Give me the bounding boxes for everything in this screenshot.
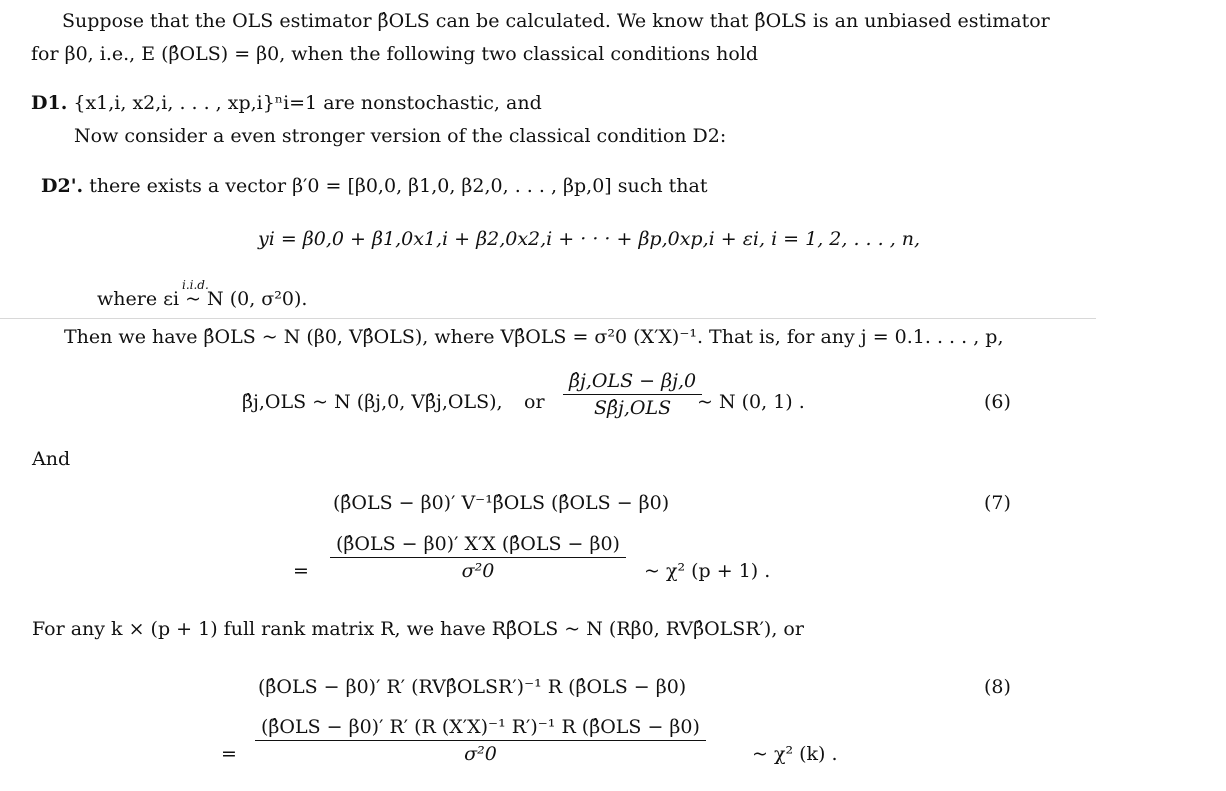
eq7-tag: (7) <box>984 492 1011 514</box>
eq8-denominator: σ²0 <box>464 743 497 765</box>
eq8-line-1: (β̂OLS − β0)′ R′ (RVβ̂OLSR′)⁻¹ R (β̂OLS − β0) <box>258 676 687 698</box>
eq7-fraction <box>330 535 626 581</box>
divider-line <box>0 318 1096 319</box>
condition-d2-prime <box>41 177 708 196</box>
eq8-tag: (8) <box>984 676 1011 698</box>
eq8-equals: = <box>221 743 237 765</box>
for-any-sentence: For any k × (p + 1) full rank matrix R, we have Rβ̂OLS ~ N (Rβ0, RVβ̂OLSR′), or <box>32 618 804 640</box>
d2prime-text: there exists a vector β′0 = [β0,0, β1,0, β2,0, . . . , βp,0] such that <box>89 175 708 197</box>
eq8-fraction <box>255 718 706 764</box>
then-sentence: Then we have β̂OLS ~ N (β0, Vβ̂OLS), where Vβ̂OLS = σ²0 (X′X)⁻¹. That is, for any j = 0.1. . . . , p, <box>64 326 1004 348</box>
eq7-line-1: (β̂OLS − β0)′ V⁻¹β̂OLS (β̂OLS − β0) <box>333 492 670 514</box>
eq6-numerator: β̂j,OLS − βj,0 <box>563 372 702 395</box>
eq6-tag: (6) <box>984 391 1011 413</box>
eq6-or: or <box>524 391 545 413</box>
d2prime-label: D2'. <box>41 175 84 197</box>
eq6-fraction <box>563 372 702 418</box>
intro-line-2: for β0, i.e., E (β̂OLS) = β0, when the following two classical conditions hold <box>31 43 759 65</box>
eq7-denominator: σ²0 <box>461 560 495 582</box>
eq8-numerator: (β̂OLS − β0)′ R′ (R (X′X)⁻¹ R′)⁻¹ R (β̂OLS − β0) <box>255 718 706 741</box>
eq7-equals: = <box>293 560 309 582</box>
condition-d1 <box>31 94 542 113</box>
intro-line-1: Suppose that the OLS estimator β̂OLS can be calculated. We know that β̂OLS is an unbiased estimator <box>62 10 1050 32</box>
d1-text: {x1,i, x2,i, . . . , xp,i}ⁿi=1 are nonstochastic, and <box>73 92 542 114</box>
and-word: And <box>32 448 71 470</box>
eq6-denominator: Sβ̂j,OLS <box>593 397 672 419</box>
eq8-right: ~ χ² (k) . <box>752 743 838 765</box>
iid-marker: i.i.d. <box>182 278 209 292</box>
model-equation: yi = β0,0 + β1,0x1,i + β2,0x2,i + · · · + βp,0xp,i + εi, i = 1, 2, . . . , n, <box>258 228 921 250</box>
eq6-right: ~ N (0, 1) . <box>697 391 805 413</box>
eq7-numerator: (β̂OLS − β0)′ X′X (β̂OLS − β0) <box>330 535 626 558</box>
where-epsilon: where εi ~ N (0, σ²0). <box>97 288 308 310</box>
stronger-version-sentence: Now consider a even stronger version of the classical condition D2: <box>74 125 727 147</box>
d1-label: D1. <box>31 92 68 114</box>
eq7-right: ~ χ² (p + 1) . <box>644 560 771 582</box>
eq6-left: β̂j,OLS ~ N (βj,0, Vβ̂j,OLS), <box>242 391 503 413</box>
